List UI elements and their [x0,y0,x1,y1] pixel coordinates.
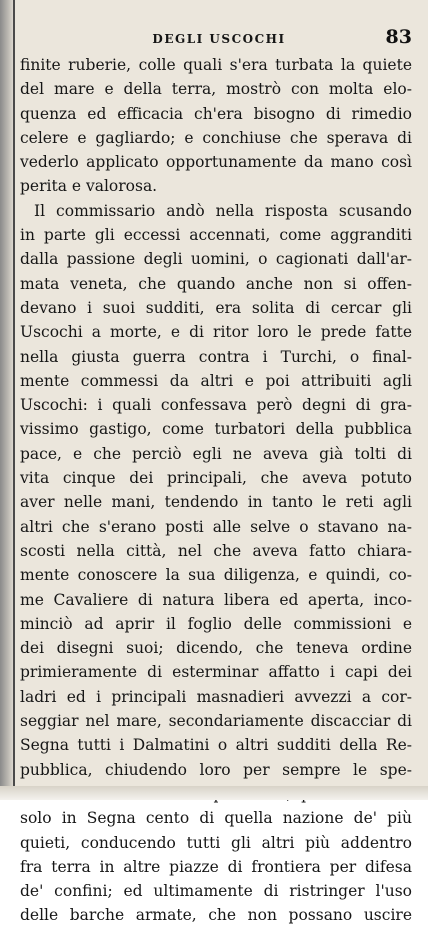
text-line: quieti, conducendo tutti gli altri più addentro [20,833,412,852]
text-line: mata veneta, che quando anche non si offen- [20,274,412,293]
binding-gutter [0,0,14,800]
text-line: aver nelle mani, tendendo in tanto le reti agli [20,493,412,512]
text-line: fra terra in altre piazze di frontiera per difesa [20,857,412,876]
text-line: dei disegni suoi; dicendo, che teneva ordine [20,639,412,658]
text-line: del mare e della terra, mostrò con molta elo- [20,80,412,99]
text-line: devano i suoi sudditi, era solita di cercar gli [20,298,412,317]
text-line: in parte gli eccessi accennati, come aggranditi [20,226,412,245]
text-line: delle barche armate, che non possano uscire [20,906,412,925]
text-line: me Cavaliere di natura libera ed aperta, inco- [20,590,412,609]
page-header [20,26,418,54]
text-line: minciò ad aprir il foglio delle commissioni e [20,614,412,633]
text-line: finite ruberie, colle quali s'era turbata la quiete [20,56,412,74]
text-line: ladri ed i principali masnadieri avvezzi a cor- [20,687,412,706]
page-number: 83 [385,26,412,48]
text-line: Segna tutti i Dalmatini o altri sudditi della Re- [20,736,412,755]
text-line: scosti nella città, nel che aveva fatto chiara- [20,541,412,560]
text-line: vederlo applicato opportunamente da mano così [20,153,412,172]
text-line: solo in Segna cento di quella nazione de' più [20,809,412,828]
paragraph-start-line: Il commissario andò nella risposta scusando [34,201,412,220]
text-line: seggiar nel mare, secondariamente discacciar di [20,712,412,731]
gutter-edge-line [13,0,15,800]
text-line: perita e valorosa. [20,177,158,196]
text-line: pace, e che perciò egli ne aveva già tolti di [20,444,412,463]
text-line: mente conoscere la sua diligenza, e quindi, co- [20,566,412,585]
text-line: quenza ed efficacia ch'era bisogno di rimedio [20,104,412,123]
text-line: vissimo gastigo, come turbatori della pubblica [20,420,412,439]
page-bottom-edge [0,786,428,800]
text-line: nella giusta guerra contra i Turchi, o final- [20,347,412,366]
text-line: primieramente di esterminar affatto i capi dei [20,663,412,682]
text-line: mente commessi da altri e poi attribuiti agli [20,371,412,390]
text-line: de' confini; ed ultimamente di ristringer l'uso [20,882,412,901]
running-head: DEGLI USCOCHI [152,32,286,46]
text-line: dalla passione degli uomini, o cagionati dall'ar- [20,250,412,269]
text-line: Uscochi: i quali confessava però degni di gra- [20,396,412,415]
text-line: Uscochi a morte, e di ritor loro le prede fatte [20,323,412,342]
text-line: vita cinque dei principali, che aveva potuto [20,469,412,488]
text-line: pubblica, chiudendo loro per sempre le spe- [20,760,412,779]
text-line: altri che s'erano posti alle selve o stavano na- [20,517,412,536]
text-line: celere e gagliardo; e conchiuse che sperava di [20,128,412,147]
